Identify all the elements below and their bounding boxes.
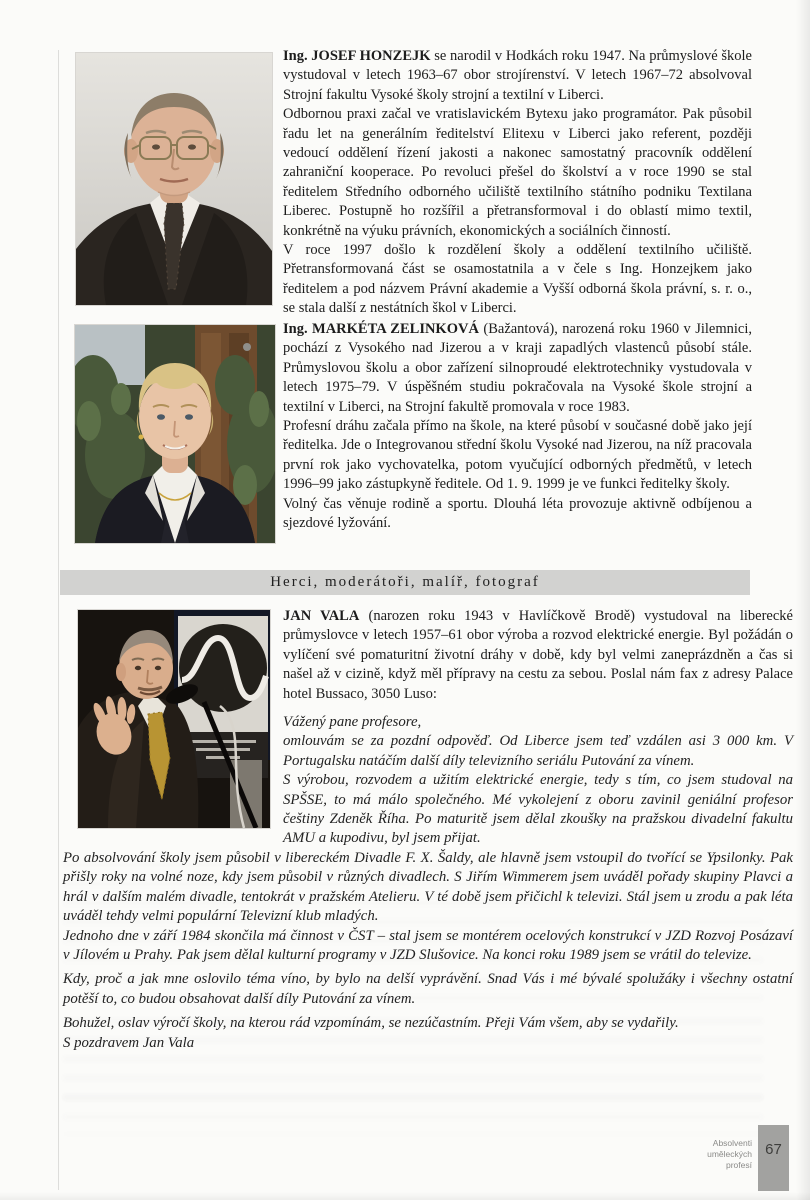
letter-paragraph-6: Kdy, proč a jak mne oslovilo téma víno, by bylo na delší vyprávění. Snad Vás i mé bývalé spolužáky i všechny ostatní potěší to, co budou obsahovat další díly Putování za vínem.: [63, 971, 793, 1007]
bio-honzejk-text-1: se narodil v Hodkách roku 1947. Na průmyslové škole vystudoval v letech 1963–67 obor strojírenství. V letech 1967–72 absolvoval Strojní fakultu Vysoké školy strojní a textilní v Liberci.: [283, 48, 752, 103]
page-number: 67: [765, 1141, 782, 1158]
bio-honzejk-paragraph-3: V roce 1997 došlo k rozdělení školy a oddělení textilního učiliště. Přetransformovaná část se osamostatnila a v čele s Ing. Honzejkem jako ředitelem a pod názvem Právní akademie a Vyšší odborná škola právní, s. r. o., se stala další z nestátních škol v Liberci.: [283, 242, 752, 317]
letter-signature: S pozdravem Jan Vala: [63, 1034, 195, 1051]
bio-vala-name: JAN VALA: [283, 608, 360, 624]
bio-honzejk-paragraph-1: [283, 47, 752, 105]
letter-paragraph-4: Po absolvování školy jsem působil v libereckém Divadle F. X. Šaldy, ale hlavně jsem vstoupil do tvořící se Ypsilonky. Pak přišly roky na volné noze, kdy jsem působil v různých divadlech. S Jiřím Wimmerem jsem uváděl pořady skupiny Plavci a hrál v dalším malém divadle, tentokrát v pražském Atelieru. V té době jsem přičichl k televizi. Stál jsem u zrodu a pak léta uváděl tehdy velmi populární Televizní klub mladých.: [63, 849, 793, 925]
photo-honzejk-portrait: [76, 53, 272, 305]
bio-vala-text-1: (narozen roku 1943 v Havlíčkově Brodě) vystudoval na liberecké průmyslovce v letech 1957–61 obor výroba a rozvod elektrické energie. Byl požádán o vylíčení své pomaturitní životní dráhy v době, kdy byl velmi zaneprázdněn a čas si našel až v cizině, když měl přípravy na cestu za sebou. Poslal nám fax z adresy Palace hotel Bussaco, 3050 Luso:: [283, 608, 793, 702]
bio-honzejk-name: Ing. JOSEF HONZEJK: [283, 48, 431, 64]
section-banner-label: Herci, moderátoři, malíř, fotograf: [270, 574, 540, 590]
left-margin-rule: [58, 50, 59, 1190]
page-edge-shading: [796, 0, 810, 1200]
bio-zelinkova: [283, 320, 752, 533]
letter-paragraph-3: S výrobou, rozvodem a užitím elektrické energie, tedy s tím, co jsem studoval na SPŠSE, to má málo společného. Mé vykolejení z oboru zavinil geniální profesor češtiny Zdeněk Říha. Po maturitě jsem dělal zkoušky na pražskou divadelní fakultu AMU a kupodivu, byl jsem přijat.: [283, 772, 793, 847]
letter-paragraph-2: omlouvám se za pozdní odpověď. Od Liberce jsem teď vzdálen asi 3 000 km. V Portugalsku natáčím další díly televizního seriálu Putování za vínem.: [283, 733, 793, 769]
letter-salutation: Vážený pane profesore,: [283, 714, 422, 731]
bio-zelinkova-paragraph-2: Profesní dráhu začala přímo na škole, na které působí v současné době jako její ředitelka. Jde o Integrovanou střední školu Vysoké nad Jizerou, na níž pracovala první rok jako vychovatelka, potom vyučující odborných předmětů, v letech 1996–99 jako zástupkyně ředitele. Od 1. 9. 1999 je ve funkci ředitelky školy.: [283, 418, 752, 493]
section-banner: [60, 570, 750, 595]
letter-paragraph-7: Bohužel, oslav výročí školy, na kterou rád vzpomínám, se nezúčastním. Přeji Vám všem, aby se vydařily.: [63, 1015, 679, 1032]
vala-section: [63, 607, 793, 1053]
sidebar-chapter-label-line-2: uměleckých: [707, 1149, 752, 1159]
page-number-tab: [758, 1125, 789, 1191]
bio-honzejk-paragraph-2: Odbornou praxi začal ve vratislavickém Bytexu jako programátor. Pak působil řadu let na generálním ředitelství Elitexu v Liberci jako referent, později vedoucí oddělení řízení jakosti a nakonec samostatný pracovník oddělení zahraniční kooperace. Po revoluci přešel do školství a v roce 1990 se stal ředitelem Středního odborného učiliště textilního státního podniku Textilana Liberec. Postupně ho rozšířil a přetransformoval i do oblastí mimo textil, konkrétně na výuku právních, ekonomických a sociálních činností.: [283, 106, 752, 239]
photo-zelinkova-illustration: [75, 325, 275, 543]
photo-zelinkova-portrait: [75, 325, 275, 543]
bio-zelinkova-text-1: (Bažantová), narozená roku 1960 v Jilemnici, pochází z Vysokého nad Jizerou a v kraji zapadlých vlastenců působí stále. Průmyslovou školu a obor zařízení silnoproudé elektrotechniky vystudovala v letech 1975–79. V úspěšném studiu pokračovala na Vysoké škole strojní a textilní v Liberci, na Strojní fakultě promovala v roce 1983.: [283, 321, 752, 415]
photo-vala-illustration: [78, 610, 270, 828]
sidebar-chapter-label-line-3: profesí: [726, 1160, 752, 1170]
bio-honzejk: [283, 47, 752, 319]
bio-zelinkova-paragraph-1: [283, 320, 752, 417]
letter-paragraph-5: Jednoho dne v září 1984 skončila má činnost v ČST – stal jsem se montérem ocelových konstrukcí v JZD Rozvoj Posázaví v Jílovém u Prahy. Pak jsem dělal kulturní programy v JZD Slušovice. Na konci roku 1989 jsem se vrátil do televize.: [63, 927, 793, 963]
sidebar-chapter-label: [632, 1138, 752, 1171]
sidebar-chapter-label-line-1: Absolventi: [712, 1138, 752, 1148]
photo-vala-speaking: [78, 610, 270, 828]
bio-zelinkova-paragraph-3: Volný čas věnuje rodině a sportu. Dlouhá léta provozuje aktivně odbíjenou a sjezdové lyžování.: [283, 495, 752, 532]
bio-zelinkova-name: Ing. MARKÉTA ZELINKOVÁ: [283, 321, 479, 337]
page-edge-shading: [0, 1192, 810, 1200]
photo-honzejk-illustration: [76, 53, 272, 305]
print-showthrough-artifact: [63, 1095, 763, 1135]
